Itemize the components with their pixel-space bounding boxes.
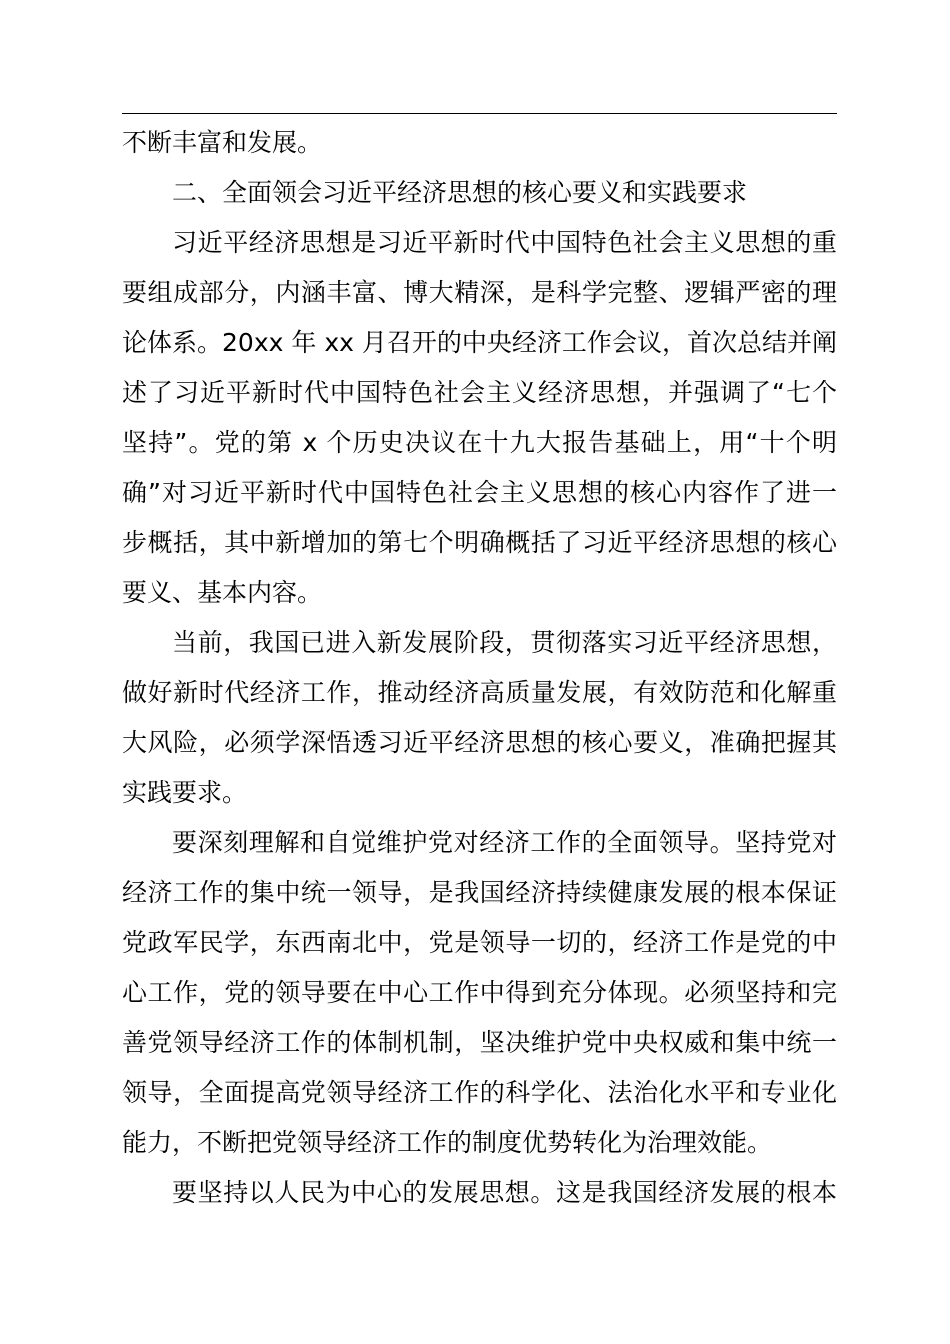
text-line: 大风险，必须学深悟透习近平经济思想的核心要义，准确把握其 xyxy=(122,728,837,757)
text-line: 要深刻理解和自觉维护党对经济工作的全面领导。坚持党对 xyxy=(172,828,837,857)
text-line: 步概括，其中新增加的第七个明确概括了习近平经济思想的核心 xyxy=(122,528,837,557)
section-heading: 二、全面领会习近平经济思想的核心要义和实践要求 xyxy=(172,178,748,207)
text-line: 坚持”。党的第 x 个历史决议在十九大报告基础上，用“十个明 xyxy=(122,428,837,457)
text-line: 领导，全面提高党领导经济工作的科学化、法治化水平和专业化 xyxy=(122,1078,837,1107)
text-line: 要义、基本内容。 xyxy=(122,578,323,607)
text-line: 能力，不断把党领导经济工作的制度优势转化为治理效能。 xyxy=(122,1128,773,1157)
text-line: 述了习近平新时代中国特色社会主义经济思想，并强调了“七个 xyxy=(122,378,837,407)
text-line: 党政军民学，东西南北中，党是领导一切的，经济工作是党的中 xyxy=(122,928,837,957)
text-line: 确”对习近平新时代中国特色社会主义思想的核心内容作了进一 xyxy=(122,478,837,507)
text-line: 经济工作的集中统一领导，是我国经济持续健康发展的根本保证 xyxy=(122,878,837,907)
text-line: 不断丰富和发展。 xyxy=(122,128,323,157)
text-line: 做好新时代经济工作，推动经济高质量发展，有效防范和化解重 xyxy=(122,678,837,707)
text-line: 当前，我国已进入新发展阶段，贯彻落实习近平经济思想， xyxy=(172,628,837,657)
text-line: 要坚持以人民为中心的发展思想。这是我国经济发展的根本 xyxy=(172,1178,837,1207)
text-line: 论体系。20xx 年 xx 月召开的中央经济工作会议，首次总结并阐 xyxy=(122,328,837,357)
text-line: 习近平经济思想是习近平新时代中国特色社会主义思想的重 xyxy=(172,228,837,257)
header-rule xyxy=(122,113,837,114)
text-line: 要组成部分，内涵丰富、博大精深，是科学完整、逻辑严密的理 xyxy=(122,278,837,307)
text-line: 善党领导经济工作的体制机制，坚决维护党中央权威和集中统一 xyxy=(122,1028,837,1057)
text-line: 心工作，党的领导要在中心工作中得到充分体现。必须坚持和完 xyxy=(122,978,837,1007)
text-line: 实践要求。 xyxy=(122,778,248,807)
